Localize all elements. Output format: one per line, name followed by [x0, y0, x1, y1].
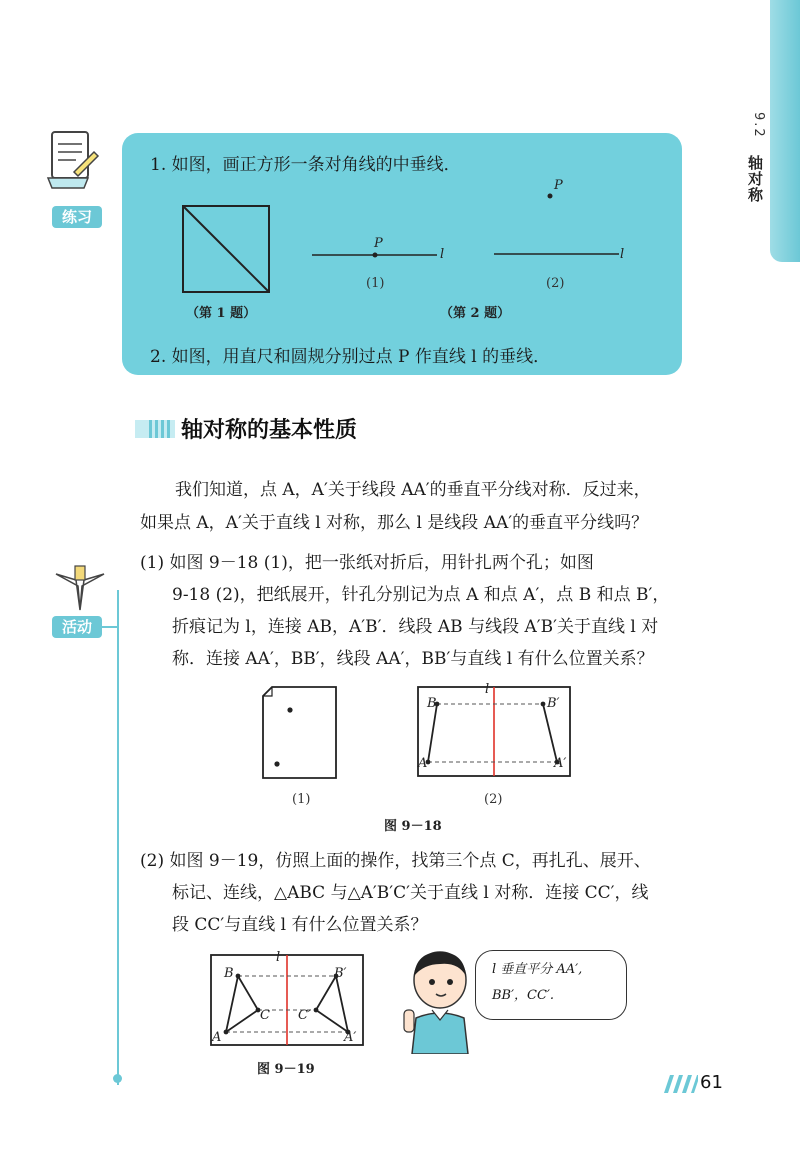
activity-1-line-1: (1) 如图 9－18 (1)，把一张纸对折后，用针扎两个孔；如图: [140, 553, 594, 573]
fig18-label-b: B: [427, 696, 437, 711]
section-number: 9.2: [751, 112, 766, 139]
figure-2-caption: （第 2 题）: [440, 306, 511, 321]
page-number-stripes-icon: [664, 1075, 698, 1093]
figure-1-caption: （第 1 题）: [186, 306, 257, 321]
fig19-label-c-prime: C′: [298, 1008, 311, 1023]
notebook-pencil-icon: [44, 128, 100, 200]
line-point-on-figure: [312, 250, 442, 262]
section-heading: 轴对称的基本性质: [181, 418, 358, 443]
activity-badge: 活动: [52, 616, 102, 638]
figure-18-sub-1: (1): [292, 792, 311, 807]
figure-18-sub-2: (2): [484, 792, 503, 807]
practice-badge: 练习: [52, 206, 102, 228]
fig19-label-l: l: [276, 950, 281, 965]
fig19-label-c: C: [260, 1008, 270, 1023]
intro-line-2: 如果点 A，A′关于直线 l 对称，那么 l 是线段 AA′的垂直平分线吗？: [140, 513, 649, 533]
activity-tick: [100, 626, 118, 628]
activity-2-line-2: 标记、连线，△ABC 与△A′B′C′关于直线 l 对称．连接 CC′，线: [172, 883, 649, 903]
heading-stripes-icon: [135, 420, 175, 438]
fig19-label-a: A: [212, 1030, 222, 1045]
activity-1-line-2: 9-18 (2)，把纸展开，针孔分别记为点 A 和点 A′，点 B 和点 B′，: [172, 585, 670, 605]
practice-question-1: 1. 如图，画正方形一条对角线的中垂线．: [150, 155, 461, 175]
figure-2-sub-1: (1): [366, 276, 385, 291]
section-title: 轴对称: [746, 155, 764, 203]
activity-1-line-4: 称．连接 AA′，BB′，线段 AA′，BB′与直线 l 有什么位置关系？: [172, 649, 654, 669]
page-number: 61: [700, 1072, 723, 1093]
activity-2-line-3: 段 CC′与直线 l 有什么位置关系？: [172, 915, 428, 935]
point-p-label-2: P: [554, 178, 563, 193]
figure-2-sub-2: (2): [546, 276, 565, 291]
square-diagonal-figure: [182, 205, 272, 295]
intro-line-1: 我们知道，点 A，A′关于线段 AA′的垂直平分线对称．反过来，: [175, 480, 651, 500]
fig18-label-a: A: [418, 756, 428, 771]
line-l-label-1: l: [440, 247, 445, 262]
line-point-off-figure: [494, 190, 624, 260]
activity-rule-dot: [113, 1074, 122, 1083]
fig18-label-a-prime: A′: [554, 756, 567, 771]
practice-question-2: 2. 如图，用直尺和圆规分别过点 P 作直线 l 的垂线．: [150, 347, 551, 367]
student-character-illustration: [398, 944, 478, 1054]
figure-19-caption: 图 9－19: [257, 1062, 315, 1077]
figure-18-caption: 图 9－18: [384, 819, 442, 834]
bubble-line-1: l 垂直平分 AA′,: [492, 962, 583, 977]
point-p-label-1: P: [374, 236, 383, 251]
fig19-label-b: B: [224, 966, 234, 981]
line-l-label-2: l: [620, 247, 625, 262]
fig19-label-b-prime: B′: [334, 966, 347, 981]
paper-plane-icon: [52, 560, 108, 616]
activity-1-line-3: 折痕记为 l，连接 AB，A′B′．线段 AB 与线段 A′B′关于直线 l 对: [172, 617, 659, 637]
bubble-line-2: BB′，CC′.: [492, 988, 555, 1003]
fig18-label-b-prime: B′: [547, 696, 560, 711]
activity-rule: [117, 590, 119, 1085]
fig19-label-a-prime: A′: [344, 1030, 357, 1045]
activity-2-line-1: (2) 如图 9－19，仿照上面的操作，找第三个点 C，再扎孔、展开、: [140, 851, 651, 871]
fig18-label-l: l: [485, 682, 490, 697]
folded-paper-figure: [262, 686, 338, 780]
speech-bubble: [475, 950, 627, 1020]
chapter-side-tab: [770, 0, 800, 262]
